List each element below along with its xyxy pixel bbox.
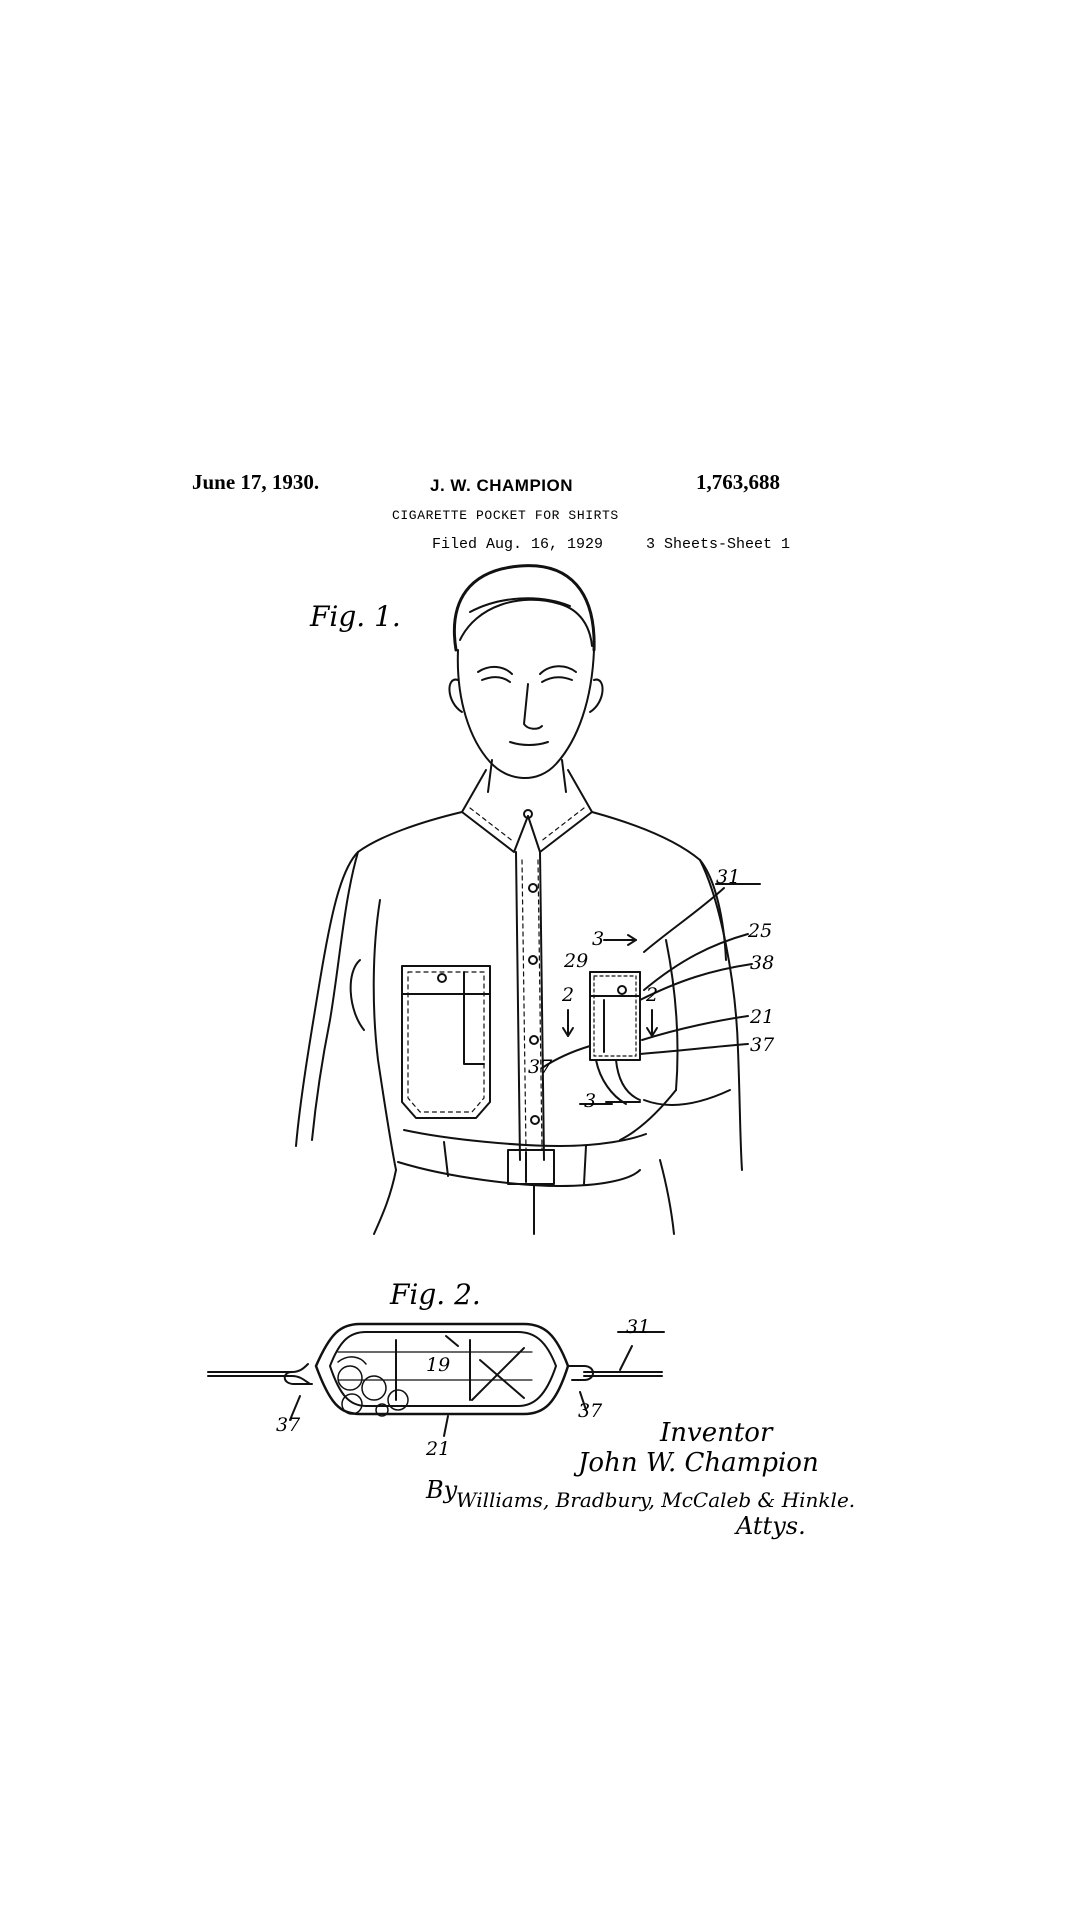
patent-title: CIGARETTE POCKET FOR SHIRTS (392, 508, 619, 523)
ref-38: 38 (750, 952, 775, 974)
ref-19: 19 (426, 1354, 451, 1376)
ref-2-left: 2 (562, 984, 575, 1006)
ref-31-fig2: 31 (626, 1316, 651, 1338)
ref-29: 29 (564, 950, 589, 972)
ref-37-fig2-right: 37 (578, 1400, 603, 1422)
fig2-label: Fig. 2. (390, 1278, 481, 1311)
ref-25: 25 (748, 920, 773, 942)
attys-label: Attys. (736, 1512, 806, 1540)
ref-31-fig1: 31 (716, 866, 741, 888)
ref-37-fig2-left: 37 (276, 1414, 301, 1436)
ref-37-fig1-left: 37 (528, 1056, 553, 1078)
fig1-label: Fig. 1. (310, 600, 401, 633)
patent-number: 1,763,688 (696, 470, 780, 494)
attorneys-signature: Williams, Bradbury, McCaleb & Hinkle. (456, 1488, 856, 1512)
inventor-signature: John W. Champion (578, 1448, 819, 1478)
ref-21-fig2: 21 (426, 1438, 451, 1460)
inventor-header: J. W. CHAMPION (430, 476, 574, 495)
ref-3-bottom: 3 (584, 1090, 597, 1112)
inventor-label: Inventor (660, 1418, 773, 1448)
patent-date: June 17, 1930. (192, 470, 320, 494)
ref-21-fig1: 21 (750, 1006, 775, 1028)
ref-2-right: 2 (646, 984, 659, 1006)
ref-37-fig1-right: 37 (750, 1034, 775, 1056)
fig1-figure (296, 566, 760, 1234)
filed-date: Filed Aug. 16, 1929 (432, 536, 604, 553)
by-label: By (426, 1476, 458, 1504)
sheet-count: 3 Sheets-Sheet 1 (646, 536, 791, 553)
ref-3-top: 3 (592, 928, 605, 950)
